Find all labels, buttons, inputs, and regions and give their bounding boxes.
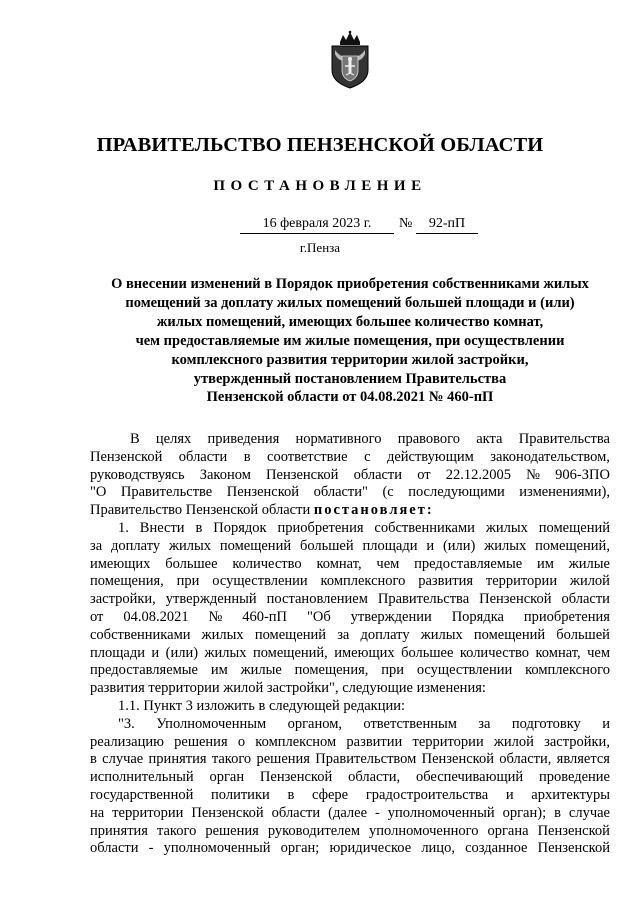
body-word: помещений xyxy=(254,626,327,643)
body-word: им xyxy=(536,555,554,572)
body-word: такого xyxy=(211,751,252,768)
body-word: 906-ЗПО xyxy=(555,466,610,483)
body-word: области xyxy=(353,466,403,483)
body-word: руководствуясь xyxy=(90,466,185,483)
body-word: с xyxy=(364,448,371,465)
body-word: застройки, xyxy=(90,591,156,608)
body-word: жилой xyxy=(569,573,610,590)
body-word: проведение xyxy=(538,769,610,786)
body-word: при xyxy=(381,662,404,679)
body-line xyxy=(90,520,610,538)
body-word: и xyxy=(151,644,160,661)
body-word: изменениями), xyxy=(519,484,610,501)
body-line xyxy=(90,823,610,841)
body-word: большее xyxy=(165,555,218,572)
body-word: решения xyxy=(205,822,259,839)
body-word: комплексном xyxy=(255,733,337,750)
body-word: созданное xyxy=(465,840,528,857)
body-word: органом, xyxy=(287,715,342,732)
body-word: "Об xyxy=(306,608,331,625)
body-word: Правительстве xyxy=(120,484,213,501)
body-word: Законом xyxy=(199,466,251,483)
body-word: постановлением xyxy=(266,591,368,608)
body-word: площади xyxy=(362,537,418,554)
body-word: чем xyxy=(587,644,610,661)
body-word: 22.12.2005 xyxy=(445,466,512,483)
body-word: жилых xyxy=(204,644,247,661)
body-word: количество xyxy=(459,644,530,661)
body-word: Правительством xyxy=(315,751,417,768)
body-word: принятия xyxy=(90,822,148,839)
body-word: Пензенской xyxy=(479,591,552,608)
body-word: обеспечивающий xyxy=(415,769,524,786)
city-name: г.Пенза xyxy=(299,240,341,255)
subject-line: Пензенской области от 04.08.2021 № 460-пП xyxy=(206,389,494,406)
body-line xyxy=(90,734,610,752)
body-word: утвержденный xyxy=(165,591,257,608)
body-word: приобретения xyxy=(277,519,364,536)
body-word: в xyxy=(287,786,295,803)
body-word: территории xyxy=(112,804,184,821)
body-word: (или) xyxy=(165,644,199,661)
body-line xyxy=(90,840,610,858)
body-word: действующим xyxy=(386,448,474,465)
body-word: орган; xyxy=(280,840,320,857)
body-word: от xyxy=(90,608,104,625)
body-word: 1. xyxy=(118,519,129,536)
body-word: за xyxy=(478,715,491,732)
body-line xyxy=(90,467,610,485)
body-word: жилых xyxy=(485,519,528,536)
government-title: ПРАВИТЕЛЬСТВО ПЕНЗЕНСКОЙ ОБЛАСТИ xyxy=(96,134,544,156)
body-word: № xyxy=(526,466,541,483)
body-word: за xyxy=(337,626,350,643)
document-body xyxy=(90,431,610,858)
body-word: в xyxy=(243,448,251,465)
body-word: предоставляемые xyxy=(414,555,523,572)
body-word: жилых xyxy=(420,626,463,643)
body-word: в xyxy=(90,751,97,768)
body-word: большей xyxy=(299,537,354,554)
body-word: области xyxy=(90,840,139,857)
body-word: решения xyxy=(174,733,228,750)
body-line xyxy=(90,556,610,574)
body-word: области, xyxy=(348,769,401,786)
body-word: помещений xyxy=(219,537,292,554)
document-subject xyxy=(100,275,600,407)
body-word: жилой xyxy=(493,733,534,750)
subject-line: помещений за доплату жилых помещений большей площади и (или) xyxy=(125,294,575,311)
body-word: случае xyxy=(102,751,144,768)
body-line xyxy=(90,449,610,467)
body-word: политики xyxy=(211,786,270,803)
body-word: 460-пП xyxy=(242,608,288,625)
body-line xyxy=(90,805,610,823)
document-date: 16 февраля 2023 г. xyxy=(240,216,394,234)
body-word: архитектуры xyxy=(531,786,610,803)
subject-line: комплексного развития территории жилой застройки, xyxy=(171,351,529,368)
body-word: - xyxy=(148,840,154,857)
body-word: в xyxy=(195,519,203,536)
body-word: "3. xyxy=(118,715,135,732)
body-word: Пензенской xyxy=(537,840,610,857)
coat-of-arms-emblem xyxy=(327,30,373,90)
body-line xyxy=(90,609,610,627)
body-word: большее xyxy=(401,644,454,661)
date-number-line xyxy=(240,216,480,236)
body-word: помещения, xyxy=(90,573,164,590)
body-line xyxy=(90,502,610,520)
body-word: (или) xyxy=(442,537,476,554)
body-word: лицо, xyxy=(421,840,455,857)
body-word: градостроительства xyxy=(365,786,489,803)
subject-line: жилых помещений, имеющих большее количество комнат, xyxy=(156,313,544,330)
body-line xyxy=(90,484,610,502)
body-word: Правительства xyxy=(377,591,470,608)
body-word: за xyxy=(90,537,103,554)
body-word: правового xyxy=(397,431,460,447)
subject-line: О внесении изменений в Порядок приобретения собственниками жилых xyxy=(111,276,589,292)
body-word: уполномоченного xyxy=(369,822,479,839)
body-word: на xyxy=(90,804,105,821)
decree-word: постановляет: xyxy=(313,502,434,519)
body-word: последующими xyxy=(408,484,505,501)
body-word: такого xyxy=(156,822,197,839)
body-word: уполномоченный xyxy=(387,804,495,821)
body-word: области xyxy=(271,804,321,821)
body-word: юридическое xyxy=(329,840,412,857)
body-line xyxy=(90,645,610,663)
body-word: жилых xyxy=(201,626,244,643)
body-word: осуществлении xyxy=(416,662,513,679)
body-word: имеющих xyxy=(334,644,395,661)
body-word: области" xyxy=(313,484,368,501)
body-word: орган xyxy=(209,769,245,786)
body-word: площади xyxy=(90,644,145,661)
body-word: Внести xyxy=(139,519,185,536)
body-word: доплату xyxy=(360,626,410,643)
body-word: комнат, xyxy=(535,644,581,661)
body-word: развитии xyxy=(346,733,403,750)
body-word: - xyxy=(374,804,380,821)
body-word: исполнительный xyxy=(90,769,194,786)
body-word: комплексного xyxy=(320,573,406,590)
body-word: Пензенской xyxy=(537,822,610,839)
body-word: принятия xyxy=(148,751,207,768)
body-word: (далее xyxy=(328,804,368,821)
body-word: утверждении xyxy=(350,608,432,625)
body-word: Пензенской xyxy=(259,769,333,786)
body-word: области, xyxy=(499,751,552,768)
body-word: помещений, xyxy=(535,537,610,554)
body-word: застройки, xyxy=(544,733,610,750)
subject-line: утвержденный постановлением Правительства xyxy=(193,370,507,387)
body-word: Пензенской xyxy=(90,448,163,465)
body-word: комплексного xyxy=(525,662,610,679)
body-word: органа xyxy=(487,822,529,839)
body-word: помещений xyxy=(473,626,546,643)
body-word: жилых xyxy=(168,537,211,554)
body-word: "О xyxy=(90,484,107,501)
body-word: собственниками xyxy=(374,519,475,536)
body-word: комнат, xyxy=(316,555,362,572)
body-word: территории xyxy=(412,733,484,750)
body-word: подготовку xyxy=(511,715,581,732)
body-word: доплату xyxy=(111,537,161,554)
body-line xyxy=(90,751,610,769)
body-word: руководителем xyxy=(267,822,361,839)
body-line: развития территории жилой застройки", следующие изменения: xyxy=(90,680,486,697)
body-line xyxy=(90,591,610,609)
body-line xyxy=(90,716,610,734)
body-word: чем xyxy=(376,555,400,572)
body-word: помещений, xyxy=(252,644,328,661)
body-line xyxy=(90,787,610,805)
body-word: Пензенской xyxy=(266,466,339,483)
subject-line: чем предоставляемые им жилые помещения, при осуществлении xyxy=(135,332,565,349)
body-line xyxy=(90,769,610,787)
body-line xyxy=(90,431,610,449)
body-word: уполномоченный xyxy=(163,840,271,857)
body-word: № xyxy=(208,608,223,625)
body-line xyxy=(90,662,610,680)
body-word: большей xyxy=(556,626,610,643)
body-word: является xyxy=(556,751,610,768)
body-line xyxy=(90,573,610,591)
body-word: собственниками xyxy=(90,626,191,643)
body-word: при xyxy=(176,573,200,590)
body-word: и xyxy=(602,715,610,732)
body-word: ответственным xyxy=(363,715,457,732)
body-word: Порядок xyxy=(213,519,267,536)
body-word: в xyxy=(554,804,561,821)
body-word: 04.08.2021 xyxy=(123,608,189,625)
body-word: Пензенской xyxy=(191,804,264,821)
body-line xyxy=(90,538,610,556)
body-word: приобретения xyxy=(523,608,610,625)
body-word: жилые xyxy=(240,662,282,679)
body-word: государственной xyxy=(90,786,194,803)
body-word: и xyxy=(426,537,435,554)
body-line xyxy=(90,627,610,645)
body-word: области xyxy=(178,448,228,465)
body-word: сфере xyxy=(311,786,349,803)
body-word: развития xyxy=(418,573,474,590)
body-word: Пензенской xyxy=(421,751,494,768)
body-word: имеющих xyxy=(90,555,151,572)
body-word: Пензенской xyxy=(226,484,300,501)
body-line: 1.1. Пункт 3 изложить в следующей редакции: xyxy=(118,697,406,714)
body-word: законодательством, xyxy=(490,448,610,465)
body-word: территории xyxy=(485,573,558,590)
document-type: ПОСТАНОВЛЕНИЕ xyxy=(213,178,427,194)
body-word: и xyxy=(505,786,514,803)
body-word: приведения xyxy=(207,431,280,447)
body-word: случае xyxy=(568,804,610,821)
body-word: В xyxy=(130,431,140,447)
document-number: 92-пП xyxy=(416,216,478,234)
body-word: помещений xyxy=(538,519,610,536)
body-word: акта xyxy=(476,431,503,447)
body-word: области xyxy=(561,591,610,608)
body-word: количество xyxy=(232,555,302,572)
body-word: от xyxy=(417,466,431,483)
body-word: предоставляемые xyxy=(90,662,198,679)
body-word: нормативного xyxy=(295,431,382,447)
body-word: жилые xyxy=(568,555,610,572)
body-word: целях xyxy=(155,431,192,447)
body-word: (с xyxy=(382,484,394,501)
number-sign: № xyxy=(399,216,413,231)
body-word: помещения, xyxy=(294,662,369,679)
body-word: жилых xyxy=(484,537,527,554)
body-word: осуществлении xyxy=(212,573,308,590)
body-word: реализацию xyxy=(90,733,164,750)
body-word: Уполномоченным xyxy=(156,715,267,732)
body-word: Порядка xyxy=(451,608,504,625)
body-word: решения xyxy=(256,751,310,768)
body-word: им xyxy=(210,662,228,679)
body-word: соответствие xyxy=(267,448,348,465)
body-word: Правительства xyxy=(518,431,610,447)
body-word: орган); xyxy=(502,804,547,821)
body-word: о xyxy=(237,733,246,750)
body-text: Правительство Пензенской области xyxy=(90,502,311,519)
